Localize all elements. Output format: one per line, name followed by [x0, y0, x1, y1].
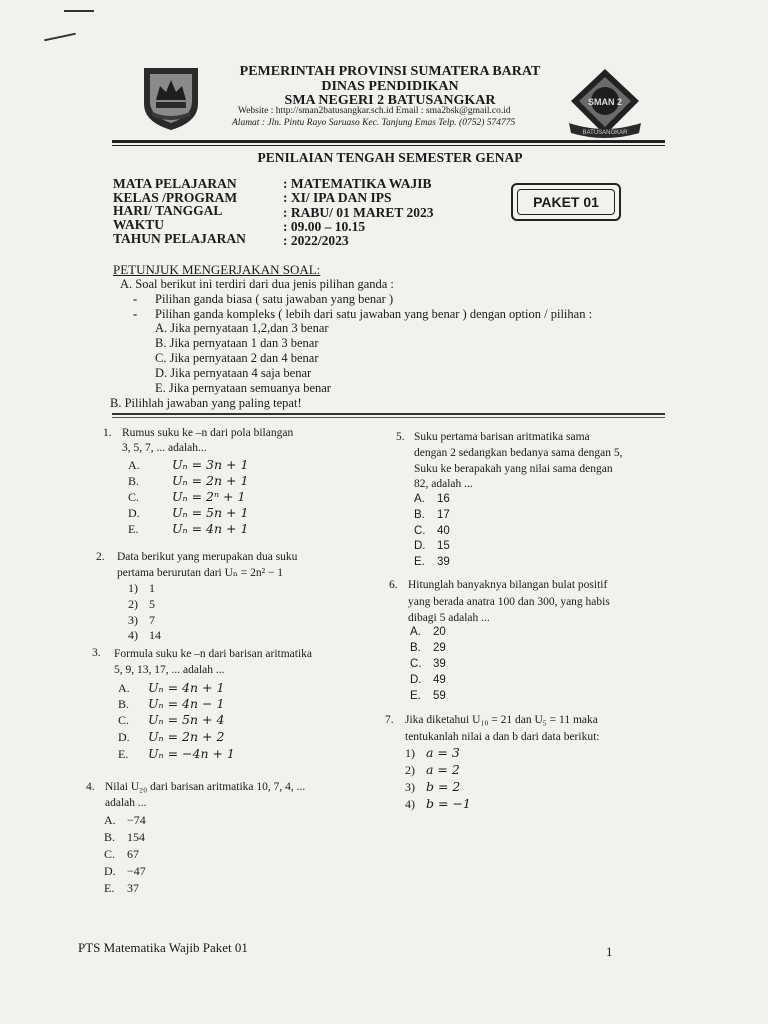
q7-number: 7. [385, 714, 394, 726]
q6-option-a: 20 [433, 626, 446, 638]
q3-option-b: Uₙ = 4n − 1 [148, 696, 225, 711]
instruction-a: A. Soal berikut ini terdiri dari dua jenis pilihan ganda : [120, 277, 394, 291]
meta-value-date: : RABU/ 01 MARET 2023 [283, 205, 434, 220]
province-emblem-icon [138, 62, 204, 132]
q5-text: Suku pertama barisan aritmatika sama [414, 431, 590, 443]
header-divider-thick [112, 140, 665, 143]
q2-text: Data berikut yang merupakan dua suku [117, 551, 298, 563]
q5-option-letter: E. [414, 556, 425, 568]
q5-number: 5. [396, 431, 405, 443]
exam-title: PENILAIAN TENGAH SEMESTER GENAP [257, 150, 523, 165]
q4-number: 4. [86, 781, 95, 793]
q3-option-letter: C. [118, 713, 130, 727]
q2-option-letter: 4) [128, 628, 138, 642]
q5-text: dengan 2 sedangkan bedanya sama dengan 5, [414, 447, 623, 459]
header-school-name: SMA NEGERI 2 BATUSANGKAR [284, 93, 496, 108]
q5-option-e: 39 [437, 556, 450, 568]
q5-option-c: 40 [437, 525, 450, 537]
complex-option-c: C. Jika pernyataan 2 dan 4 benar [155, 351, 319, 365]
complex-option-d: D. Jika pernyataan 4 saja benar [155, 366, 312, 380]
q6-option-letter: C. [410, 658, 422, 670]
complex-option-b: B. Jika pernyataan 1 dan 3 benar [155, 336, 319, 350]
q3-number: 3. [92, 647, 101, 659]
q5-text: Suku ke berapakah yang nilai sama dengan [414, 463, 613, 475]
q2-option-letter: 1) [128, 581, 138, 595]
q7-option-4: b = −1 [426, 796, 471, 811]
q7-option-letter: 1) [405, 746, 415, 760]
header-department: DINAS PENDIDIKAN [321, 79, 459, 94]
q7-option-2: a = 2 [426, 762, 460, 777]
q3-option-letter: B. [118, 697, 130, 711]
section-divider [112, 413, 665, 415]
q6-option-c: 39 [433, 658, 446, 670]
q4-option-a: −74 [127, 813, 146, 827]
q3-option-a: Uₙ = 4n + 1 [148, 680, 225, 695]
q5-option-letter: A. [414, 493, 425, 505]
scan-mark [64, 10, 94, 12]
q5-option-letter: D. [414, 540, 426, 552]
q4-option-c: 67 [127, 847, 139, 861]
instruction-bullet-1: Pilihan ganda biasa ( satu jawaban yang benar ) [155, 292, 394, 306]
q6-text: Hitunglah banyaknya bilangan bulat positif [408, 579, 608, 591]
paket-badge [511, 183, 621, 221]
q1-option-letter: E. [128, 522, 139, 536]
complex-option-e: E. Jika pernyataan semuanya benar [155, 381, 331, 395]
q7-option-1: a = 3 [426, 745, 460, 760]
q7-option-letter: 3) [405, 780, 415, 794]
q3-option-letter: A. [118, 681, 130, 695]
q4-text: Nilai U₂₀ dari barisan aritmatika 10, 7, 4, ... [105, 781, 306, 793]
q1-option-letter: B. [128, 474, 140, 488]
emblem-text: SMAN 2 [587, 97, 623, 107]
meta-label-date: HARI/ TANGGAL [113, 203, 223, 218]
q2-option-3: 7 [149, 613, 155, 627]
meta-value-subject: : MATEMATIKA WAJIB [283, 176, 432, 191]
q1-option-letter: A. [128, 458, 140, 472]
q3-option-letter: D. [118, 730, 130, 744]
q1-number: 1. [103, 427, 112, 439]
q6-option-b: 29 [433, 642, 446, 654]
q1-text: Rumus suku ke –n dari pola bilangan [122, 427, 294, 439]
scan-mark [44, 33, 76, 42]
q4-option-letter: A. [104, 813, 116, 827]
bullet-dash: - [133, 292, 138, 306]
q5-option-letter: B. [414, 509, 425, 521]
header-website: Website : http://sman2batusangkar.sch.id Email : sma2bsk@gmail.co.id [238, 106, 511, 116]
school-emblem-icon [565, 65, 645, 145]
q1-text: 3, 5, 7, ... adalah... [122, 442, 207, 454]
q6-option-letter: E. [410, 690, 421, 702]
q1-option-a: Uₙ = 3n + 1 [172, 457, 249, 472]
q4-option-letter: E. [104, 881, 115, 895]
header-divider-thin [112, 145, 665, 146]
meta-value-time: : 09.00 – 10.15 [283, 219, 366, 234]
q3-text: 5, 9, 13, 17, ... adalah ... [114, 664, 225, 676]
q1-option-b: Uₙ = 2n + 1 [172, 473, 249, 488]
emblem-ribbon-text: BATUSANGKAR [582, 130, 628, 136]
q6-text: dibagi 5 adalah ... [408, 612, 490, 624]
q6-option-letter: D. [410, 674, 422, 686]
meta-label-time: WAKTU [113, 217, 165, 232]
q2-option-letter: 2) [128, 597, 138, 611]
header-government: PEMERINTAH PROVINSI SUMATERA BARAT [239, 64, 541, 79]
q7-option-letter: 2) [405, 763, 415, 777]
q1-option-d: Uₙ = 5n + 1 [172, 505, 249, 520]
meta-label-class: KELAS /PROGRAM [113, 190, 238, 205]
instruction-b: B. Pilihlah jawaban yang paling tepat! [110, 396, 302, 410]
footer-text: PTS Matematika Wajib Paket 01 [78, 940, 248, 955]
q4-option-letter: B. [104, 830, 116, 844]
q1-option-c: Uₙ = 2ⁿ + 1 [172, 489, 246, 504]
q3-option-e: Uₙ = −4n + 1 [148, 746, 235, 761]
q6-option-letter: B. [410, 642, 421, 654]
q1-option-letter: D. [128, 506, 140, 520]
q7-text: Jika diketahui U₁₀ = 21 dan U₅ = 11 maka [405, 714, 598, 726]
bullet-dash: - [133, 307, 138, 321]
q5-option-b: 17 [437, 509, 450, 521]
q2-text: pertama berurutan dari Uₙ = 2n² − 1 [117, 567, 284, 579]
q5-option-d: 15 [437, 540, 450, 552]
q1-option-letter: C. [128, 490, 140, 504]
q4-option-letter: D. [104, 864, 116, 878]
q6-text: yang berada anatra 100 dan 300, yang habis [408, 596, 610, 608]
q6-option-d: 49 [433, 674, 446, 686]
q6-option-e: 59 [433, 690, 446, 702]
paket-label: PAKET 01 [517, 189, 615, 215]
meta-value-year: : 2022/2023 [283, 233, 349, 248]
q2-option-letter: 3) [128, 613, 138, 627]
meta-label-year: TAHUN PELAJARAN [113, 231, 246, 246]
q2-option-2: 5 [149, 597, 155, 611]
q7-text: tentukanlah nilai a dan b dari data berikut: [405, 731, 600, 743]
meta-value-class: : XI/ IPA DAN IPS [283, 190, 392, 205]
q1-option-e: Uₙ = 4n + 1 [172, 521, 249, 536]
q4-option-letter: C. [104, 847, 116, 861]
q2-option-4: 14 [149, 628, 161, 642]
q7-option-3: b = 2 [426, 779, 461, 794]
q3-option-letter: E. [118, 747, 129, 761]
q5-option-a: 16 [437, 493, 450, 505]
q4-option-e: 37 [127, 881, 139, 895]
q7-option-letter: 4) [405, 797, 415, 811]
section-divider-thin [112, 417, 665, 418]
complex-option-a: A. Jika pernyataan 1,2,dan 3 benar [155, 321, 329, 335]
q6-number: 6. [389, 579, 398, 591]
q3-option-d: Uₙ = 2n + 2 [148, 729, 225, 744]
q4-option-b: 154 [127, 830, 145, 844]
q2-option-1: 1 [149, 581, 155, 595]
q2-number: 2. [96, 551, 105, 563]
instructions-title: PETUNJUK MENGERJAKAN SOAL: [113, 262, 321, 277]
q5-option-letter: C. [414, 525, 426, 537]
q6-option-letter: A. [410, 626, 421, 638]
q3-option-c: Uₙ = 5n + 4 [148, 712, 225, 727]
header-address: Alamat : Jln. Pintu Rayo Saruaso Kec. Tanjung Emas Telp. (0752) 574775 [232, 118, 516, 128]
q5-text: 82, adalah ... [414, 478, 473, 490]
q4-text: adalah ... [105, 797, 147, 809]
q4-option-d: −47 [127, 864, 146, 878]
page-number: 1 [606, 944, 613, 959]
instruction-bullet-2: Pilihan ganda kompleks ( lebih dari satu jawaban yang benar ) dengan option / pilihan : [155, 307, 593, 321]
q3-text: Formula suku ke –n dari barisan aritmatika [114, 648, 313, 660]
meta-label-subject: MATA PELAJARAN [113, 176, 237, 191]
